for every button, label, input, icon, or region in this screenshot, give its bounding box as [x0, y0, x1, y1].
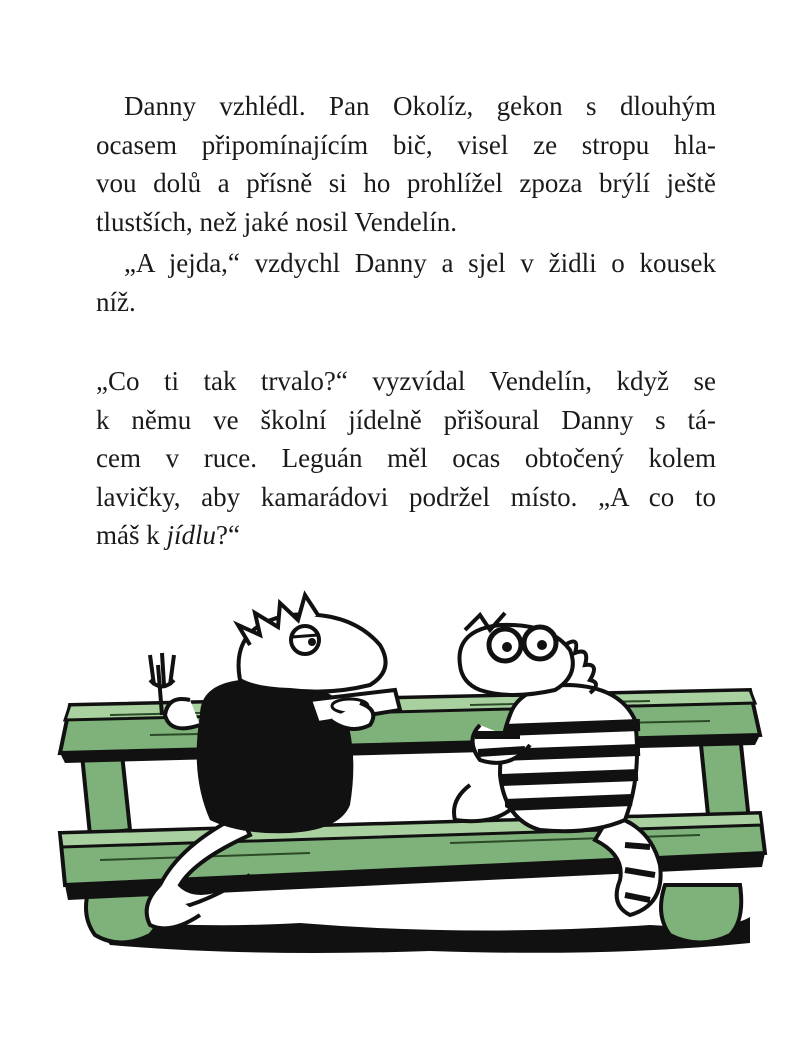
text-line: k němu ve školní jídelně přišoural Danny s tá- — [96, 404, 716, 435]
paragraph-1 — [96, 87, 716, 241]
text-line: „A jejda,“ vzdychl Danny a sjel v židli o kousek — [124, 248, 716, 278]
text-line: ocasem připomínajícím bič, visel ze stropu hla- — [96, 129, 716, 160]
text-line: tlustších, než jaké nosil Vendelín. — [96, 206, 457, 237]
text-line: cem v ruce. Leguán měl ocas obtočený kolem — [96, 443, 716, 473]
text-line: Danny vzhlédl. Pan Okolíz, gekon s dlouhým — [124, 91, 716, 121]
text-line-last — [96, 516, 716, 555]
text-line: lavičky, aby kamarádovi podržel místo. „A co to — [96, 481, 716, 512]
text-segment: ?“ — [216, 520, 240, 550]
table-top — [60, 690, 760, 763]
italic-word: jídlu — [166, 520, 217, 550]
paragraph-3 — [96, 362, 716, 555]
paragraph-2 — [96, 244, 716, 321]
text-segment: máš k — [96, 520, 167, 550]
text-line: „Co ti tak trvalo?“ vyzvídal Vendelín, když se — [96, 366, 716, 396]
text-line: vou dolů a přísně si ho prohlížel zpoza brýlí ještě — [96, 168, 716, 198]
text-line: níž. — [96, 286, 136, 317]
lunch-bench-illustration — [50, 585, 770, 970]
